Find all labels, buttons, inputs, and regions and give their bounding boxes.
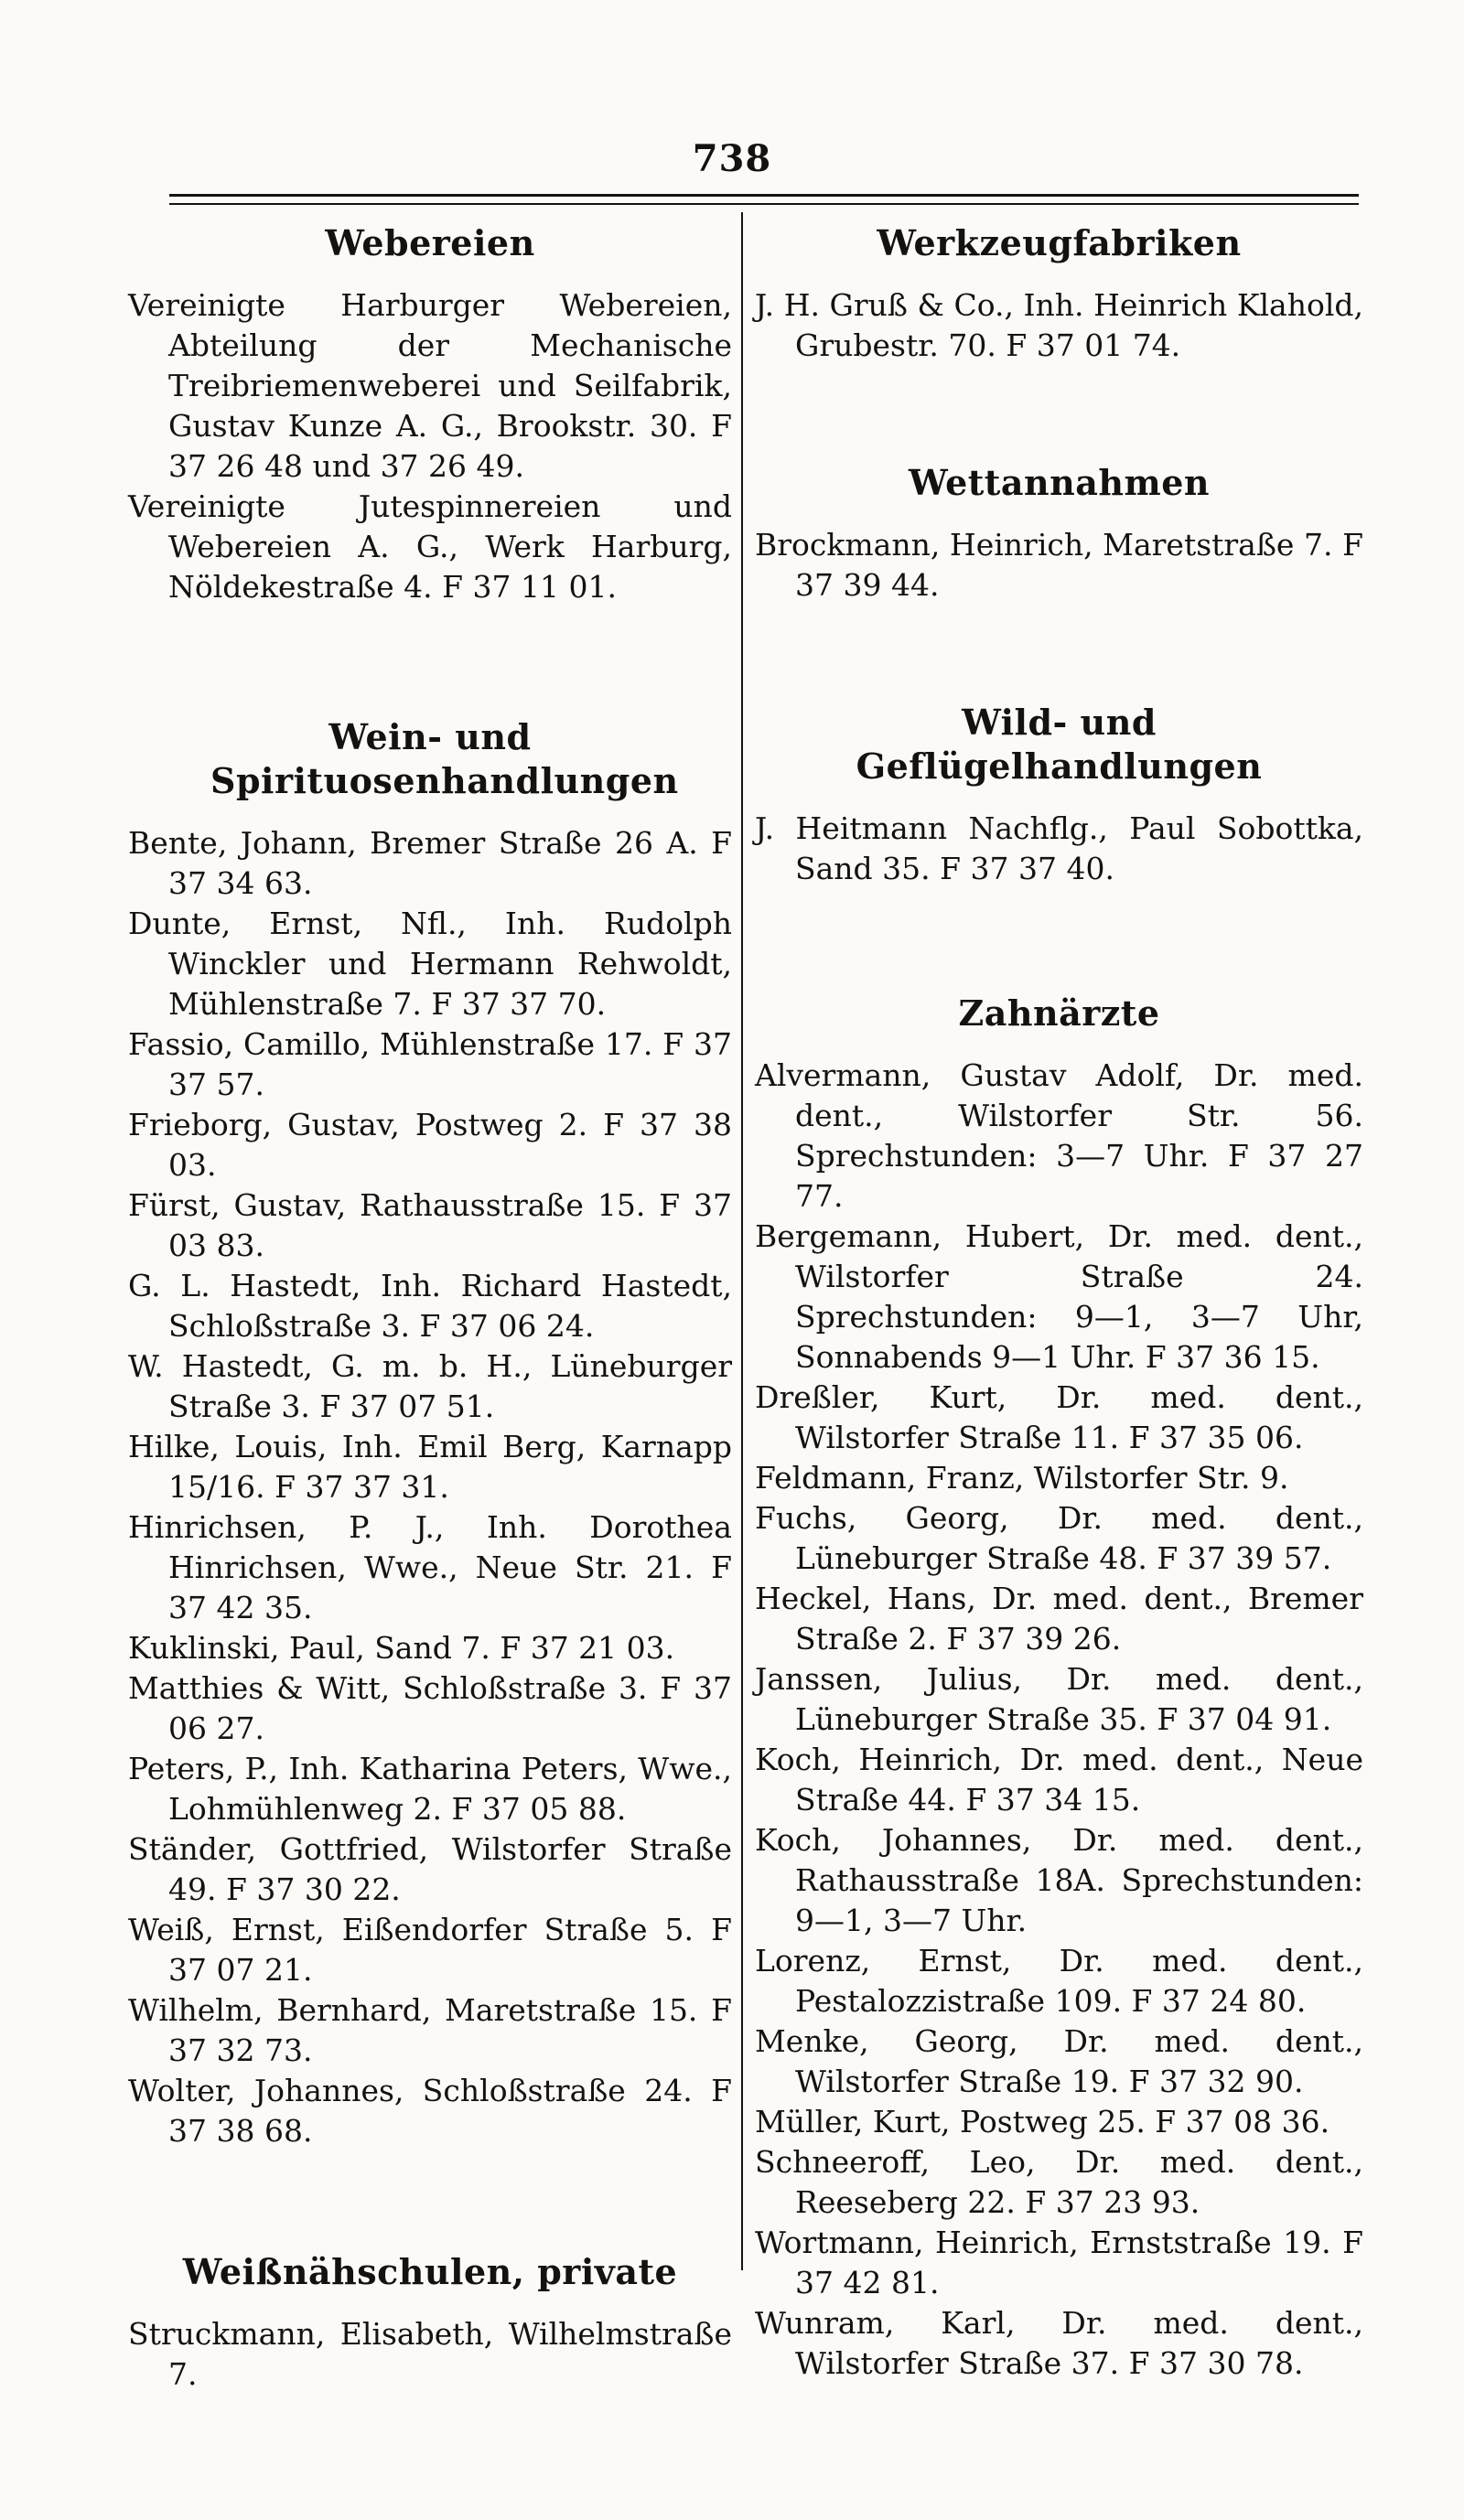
- directory-entry: Fuchs, Georg, Dr. med. dent., Lüneburger Straße 48. F 37 39 57.: [755, 1500, 1363, 1576]
- directory-entry: Ständer, Gottfried, Wilstorfer Straße 49. F 37 30 22.: [128, 1831, 732, 1907]
- section-wettannahmen: [755, 461, 1363, 606]
- directory-entry: Brockmann, Heinrich, Maretstraße 7. F 37 39 44.: [755, 527, 1363, 603]
- left-column: [128, 212, 732, 2395]
- right-column: [755, 212, 1363, 2384]
- entry-list: [755, 525, 1363, 606]
- section-heading: Weißnähschulen, private: [182, 2251, 678, 2292]
- directory-entry: Weiß, Ernst, Eißendorfer Straße 5. F 37 07 21.: [128, 1912, 732, 1988]
- directory-entry: Dunte, Ernst, Nfl., Inh. Rudolph Winckler und Hermann Rehwoldt, Mühlenstraße 7. F 37 37 70.: [128, 906, 732, 1022]
- entry-list: [128, 2314, 732, 2395]
- directory-entry: Matthies & Witt, Schloßstraße 3. F 37 06 27.: [128, 1670, 732, 1746]
- section-heading: Webereien: [325, 222, 535, 263]
- section-heading: Zahnärzte: [958, 992, 1160, 1034]
- column-divider: [741, 212, 743, 2270]
- directory-entry: Hinrichsen, P. J., Inh. Dorothea Hinrichsen, Wwe., Neue Str. 21. F 37 42 35.: [128, 1509, 732, 1625]
- directory-entry: J. Heitmann Nachflg., Paul Sobottka, Sand 35. F 37 37 40.: [755, 810, 1363, 886]
- header-rule: [169, 194, 1359, 197]
- directory-entry: Wilhelm, Bernhard, Maretstraße 15. F 37 32 73.: [128, 1992, 732, 2068]
- directory-entry: J. H. Gruß & Co., Inh. Heinrich Klahold, Grubestr. 70. F 37 01 74.: [755, 287, 1363, 363]
- directory-entry: Schneeroff, Leo, Dr. med. dent., Reeseberg 22. F 37 23 93.: [755, 2144, 1363, 2220]
- directory-entry: G. L. Hastedt, Inh. Richard Hastedt, Schloßstraße 3. F 37 06 24.: [128, 1268, 732, 1344]
- entry-list: [755, 285, 1363, 366]
- directory-entry: Koch, Johannes, Dr. med. dent., Rathausstraße 18A. Sprechstunden: 9—1, 3—7 Uhr.: [755, 1822, 1363, 1938]
- entry-list: [128, 285, 732, 607]
- directory-entry: Janssen, Julius, Dr. med. dent., Lüneburger Straße 35. F 37 04 91.: [755, 1661, 1363, 1737]
- directory-entry: Bente, Johann, Bremer Straße 26 A. F 37 34 63.: [128, 825, 732, 901]
- page-number: 738: [692, 137, 772, 180]
- directory-entry: Menke, Georg, Dr. med. dent., Wilstorfer Straße 19. F 37 32 90.: [755, 2023, 1363, 2099]
- section-heading: Wild- und Geflügelhandlungen: [856, 702, 1263, 787]
- directory-entry: Peters, P., Inh. Katharina Peters, Wwe., Lohmühlenweg 2. F 37 05 88.: [128, 1751, 732, 1827]
- directory-entry: Heckel, Hans, Dr. med. dent., Bremer Straße 2. F 37 39 26.: [755, 1581, 1363, 1657]
- directory-entry: Lorenz, Ernst, Dr. med. dent., Pestalozzistraße 109. F 37 24 80.: [755, 1943, 1363, 2019]
- entry-list: [755, 1056, 1363, 2384]
- directory-entry: Frieborg, Gustav, Postweg 2. F 37 38 03.: [128, 1107, 732, 1183]
- directory-entry: W. Hastedt, G. m. b. H., Lüneburger Straße 3. F 37 07 51.: [128, 1348, 732, 1424]
- directory-entry: Wortmann, Heinrich, Ernststraße 19. F 37 42 81.: [755, 2225, 1363, 2300]
- directory-entry: Fassio, Camillo, Mühlenstraße 17. F 37 37 57.: [128, 1026, 732, 1102]
- directory-entry: Koch, Heinrich, Dr. med. dent., Neue Straße 44. F 37 34 15.: [755, 1742, 1363, 1818]
- directory-entry: Hilke, Louis, Inh. Emil Berg, Karnapp 15/16. F 37 37 31.: [128, 1429, 732, 1505]
- directory-entry: Vereinigte Harburger Webereien, Abteilung der Mechanische Treibriemenweberei und Seilfabrik, Gustav Kunze A. G., Brookstr. 30. F 37 26 48 und 37 26 49.: [128, 287, 732, 484]
- directory-entry: Wunram, Karl, Dr. med. dent., Wilstorfer Straße 37. F 37 30 78.: [755, 2305, 1363, 2381]
- directory-entry: Alvermann, Gustav Adolf, Dr. med. dent., Wilstorfer Str. 56. Sprechstunden: 3—7 Uhr. F 37 27 77.: [755, 1057, 1363, 1214]
- section-weissnaehschulen: [128, 2250, 732, 2395]
- section-wild-und-gefluegelhandlungen: [755, 701, 1363, 889]
- section-webereien: [128, 221, 732, 607]
- directory-entry: Bergemann, Hubert, Dr. med. dent., Wilstorfer Straße 24. Sprechstunden: 9—1, 3—7 Uhr, Sonnabends 9—1 Uhr. F 37 36 15.: [755, 1218, 1363, 1375]
- directory-entry: Kuklinski, Paul, Sand 7. F 37 21 03.: [128, 1630, 675, 1666]
- section-heading: Werkzeugfabriken: [877, 222, 1242, 263]
- entry-list: [128, 823, 732, 2151]
- directory-entry: Dreßler, Kurt, Dr. med. dent., Wilstorfer Straße 11. F 37 35 06.: [755, 1379, 1363, 1455]
- directory-entry: Wolter, Johannes, Schloßstraße 24. F 37 38 68.: [128, 2073, 732, 2149]
- directory-entry: Vereinigte Jutespinnereien und Webereien A. G., Werk Harburg, Nöldekestraße 4. F 37 11 01.: [128, 488, 732, 605]
- section-wein-und-spirituosenhandlungen: [128, 715, 732, 2151]
- section-werkzeugfabriken: [755, 221, 1363, 366]
- section-zahnaerzte: [755, 992, 1363, 2384]
- directory-entry: Struckmann, Elisabeth, Wilhelmstraße 7.: [128, 2316, 732, 2392]
- directory-entry: Fürst, Gustav, Rathausstraße 15. F 37 03 83.: [128, 1187, 732, 1263]
- header-rule-thin: [169, 203, 1359, 205]
- section-heading: Wettannahmen: [909, 462, 1210, 503]
- entry-list: [755, 809, 1363, 889]
- directory-entry: Feldmann, Franz, Wilstorfer Str. 9.: [755, 1460, 1289, 1496]
- directory-entry: Müller, Kurt, Postweg 25. F 37 08 36.: [755, 2104, 1330, 2139]
- section-heading: Wein- und Spirituosenhandlungen: [210, 716, 679, 801]
